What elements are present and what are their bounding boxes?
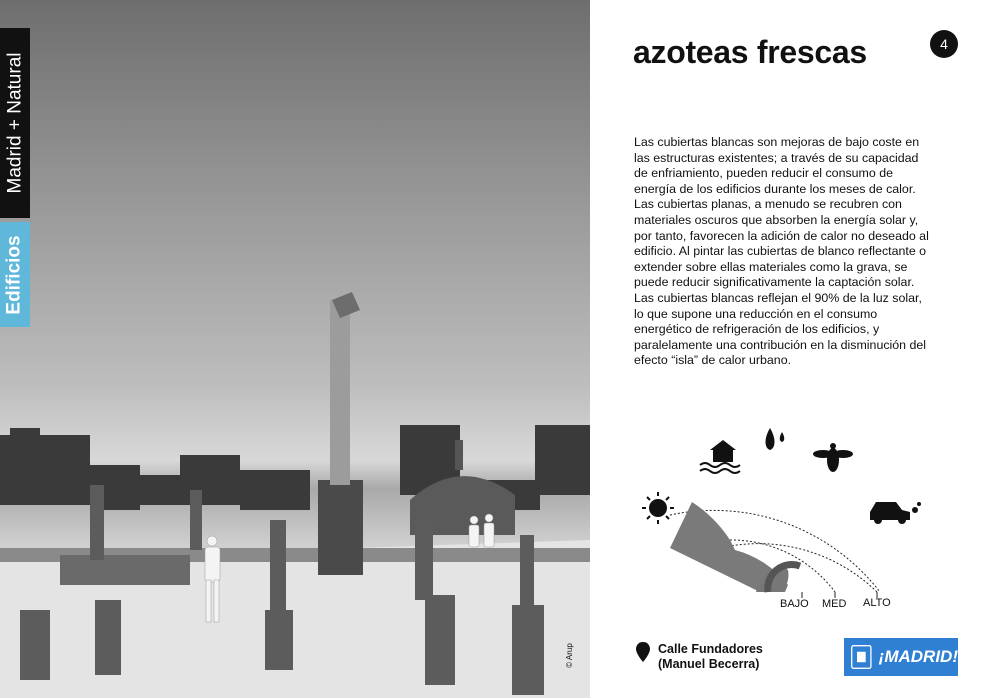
benefits-diagram	[630, 420, 930, 620]
madrid-crest-icon	[850, 642, 873, 672]
level-label-alto: ALTO	[863, 597, 891, 609]
level-label-bajo: BAJO	[780, 598, 809, 610]
section-label: Edificios	[4, 234, 25, 315]
madrid-logo	[844, 638, 958, 676]
car-pollution-icon	[870, 502, 921, 524]
flood-house-icon	[700, 440, 740, 473]
level-label-med: MED	[822, 598, 847, 610]
series-tab	[0, 28, 30, 218]
page-number-badge: 4	[930, 30, 958, 58]
location-area: (Manuel Becerra)	[658, 657, 760, 671]
page-title: azoteas frescas	[633, 34, 867, 70]
water-drop-icon	[766, 428, 785, 450]
photo-credit-text: © Arup	[564, 642, 574, 668]
map-pin-icon	[636, 642, 650, 668]
madrid-logo-text: ¡MADRID!	[878, 647, 958, 666]
section-tab	[0, 222, 30, 327]
sun-icon	[642, 492, 674, 524]
photo-credit	[558, 640, 580, 670]
insect-icon	[813, 443, 853, 472]
series-label: Madrid + Natural	[4, 52, 26, 194]
location-block	[636, 642, 763, 672]
location-text	[658, 642, 763, 672]
body-paragraph: Las cubiertas blancas son mejoras de bajo coste en las estructuras existentes; a través de su capacidad de enfriamiento, pueden reducir el consumo de energía de los edificios durante los meses de calor. Las cubiertas planas, a menudo se recubren con materiales oscuros que absorben la energía solar y, por tanto, favorecen la adición de calor no deseado al edificio. Al pintar las cubiertas de blanco reflectante o extender sobre ellas materiales como la grava, se puede reducir significativamente la captación solar. Las cubiertas blancas reflejan el 90% de la luz solar, lo que supone una reducción en el consumo energético de refrigeración de los edificios, y paralelamente una contribución en la disminución del efecto “isla” de calor urbano.	[634, 135, 929, 368]
location-street: Calle Fundadores	[658, 642, 763, 656]
